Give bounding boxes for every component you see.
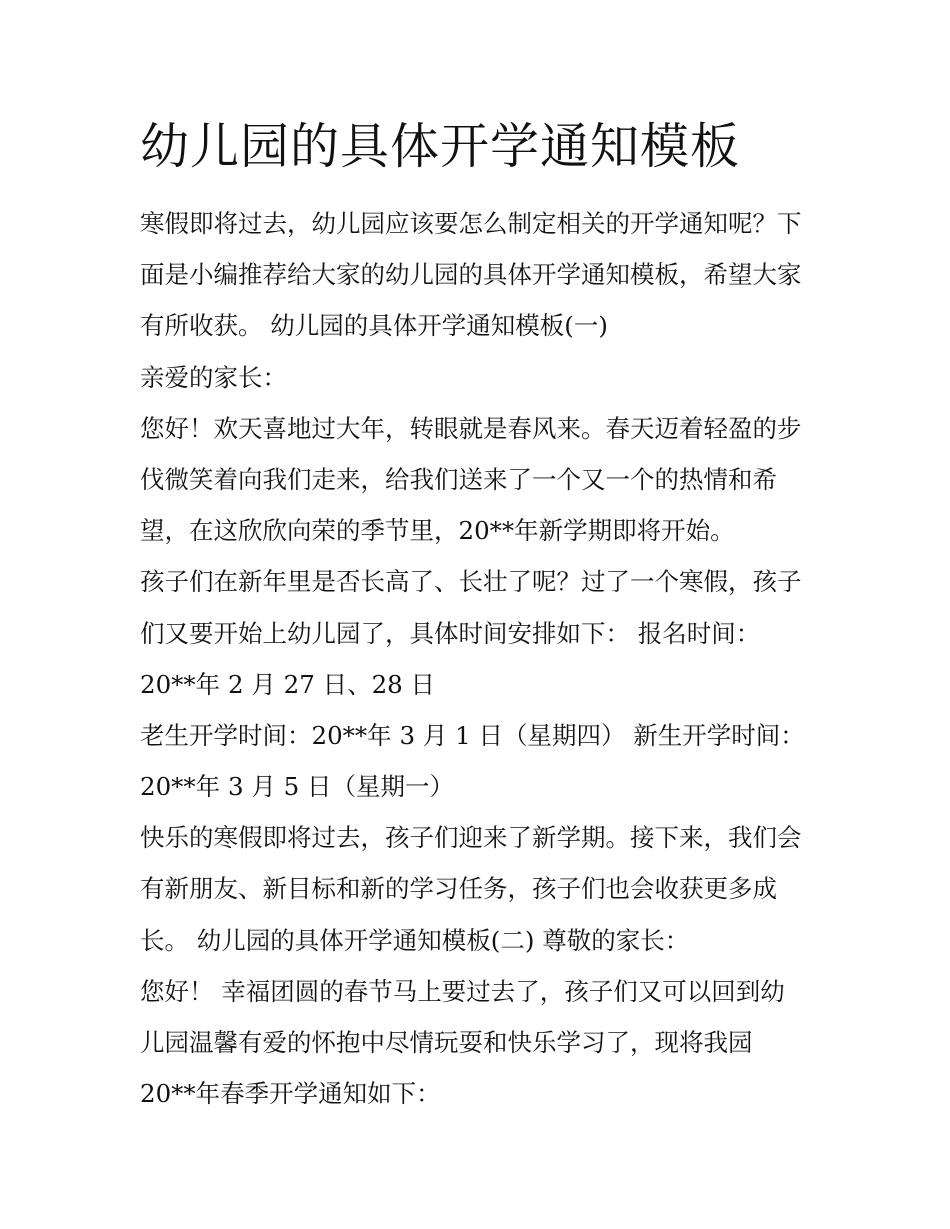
paragraph-line: 孩子们在新年里是否长高了、长壮了呢？过了一个寒假，孩子 [140, 567, 802, 597]
document-title: 幼儿园的具体开学通知模板 [140, 118, 741, 175]
paragraph-line: 亲爱的家长： [140, 362, 287, 392]
paragraph-line: 寒假即将过去，幼儿园应该要怎么制定相关的开学通知呢？下 [140, 209, 802, 238]
paragraph-line: 们又要开始上幼儿园了，具体时间安排如下： 报名时间： [140, 618, 761, 648]
paragraph-line: 快乐的寒假即将过去，孩子们迎来了新学期。接下来，我们会 [140, 823, 802, 853]
paragraph-line: 您好！ 幸福团圆的春节马上要过去了，孩子们又可以回到幼 [140, 976, 785, 1006]
paragraph-line: 面是小编推荐给大家的幼儿园的具体开学通知模板，希望大家 [140, 260, 802, 290]
paragraph-line: 儿园温馨有爱的怀抱中尽情玩耍和快乐学习了，现将我园 [140, 1028, 753, 1057]
paragraph-line: 20**年 3 月 5 日（星期一） [140, 772, 455, 802]
paragraph-line: 您好！欢天喜地过大年，转眼就是春风来。春天迈着轻盈的步 [140, 413, 802, 443]
paragraph-line: 望，在这欣欣向荣的季节里，20**年新学期即将开始。 [140, 516, 735, 546]
paragraph-line: 20**年春季开学通知如下： [140, 1079, 441, 1109]
paragraph-line: 长。 幼儿园的具体开学通知模板(二) 尊敬的家长： [140, 925, 690, 955]
document-body [140, 198, 820, 1119]
paragraph-line: 20**年 2 月 27 日、28 日 [140, 669, 436, 699]
paragraph-line: 有新朋友、新目标和新的学习任务，孩子们也会收获更多成 [140, 874, 777, 904]
paragraph-line: 伐微笑着向我们走来，给我们送来了一个又一个的热情和希 [140, 464, 777, 494]
paragraph-line: 有所收获。 幼儿园的具体开学通知模板(一) [140, 311, 608, 341]
paragraph-line: 老生开学时间：20**年 3 月 1 日（星期四） 新生开学时间： [140, 720, 805, 750]
